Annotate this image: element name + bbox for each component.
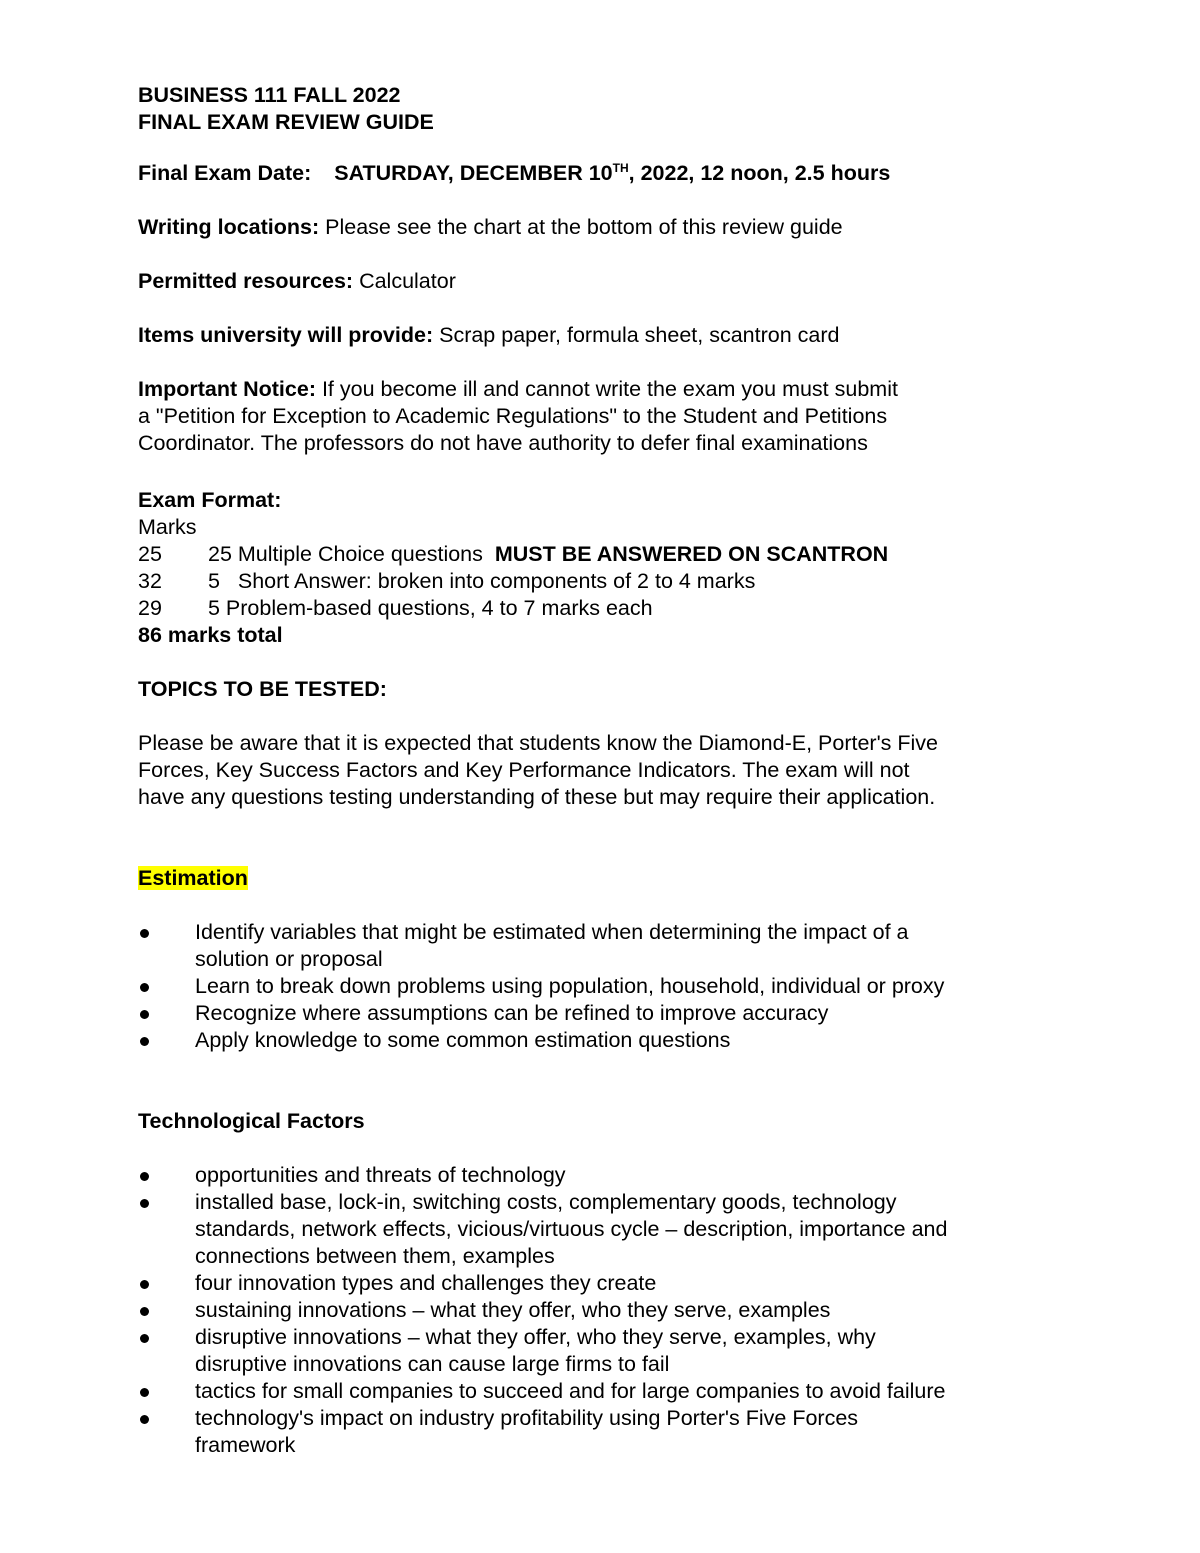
bullet-icon <box>140 1307 149 1316</box>
topics-intro-line: have any questions testing understanding of these but may require their application. <box>138 785 936 809</box>
list-item <box>138 1324 1038 1378</box>
list-item-line: Apply knowledge to some common estimation questions <box>195 1028 731 1052</box>
list-item-line: installed base, lock-in, switching costs, complementary goods, technology <box>195 1190 897 1214</box>
bullet-icon <box>140 983 149 992</box>
technological-factors-heading: Technological Factors <box>138 1109 365 1133</box>
important-notice-text-1: If you become ill and cannot write the exam you must submit <box>315 377 898 401</box>
list-item <box>138 1189 1038 1270</box>
list-item <box>138 1162 1038 1189</box>
list-item-line: solution or proposal <box>195 947 383 971</box>
bullet-icon <box>140 1334 149 1343</box>
list-item-line: Learn to break down problems using population, household, individual or proxy <box>195 974 945 998</box>
list-item <box>138 1027 1038 1054</box>
list-item-line: disruptive innovations can cause large firms to fail <box>195 1352 670 1376</box>
items-provided-text: Scrap paper, formula sheet, scantron card <box>433 323 840 347</box>
list-item-line: opportunities and threats of technology <box>195 1163 566 1187</box>
items-provided-line <box>138 322 1038 349</box>
writing-locations-text: Please see the chart at the bottom of this review guide <box>319 215 843 239</box>
items-provided-label: Items university will provide: <box>138 323 434 347</box>
list-item <box>138 1270 1038 1297</box>
list-item <box>138 1378 1038 1405</box>
list-item <box>138 1405 1038 1459</box>
important-notice-line-1 <box>138 376 1038 403</box>
estimation-heading-line <box>138 865 1038 892</box>
permitted-resources-line <box>138 268 1038 295</box>
list-item-line: framework <box>195 1433 296 1457</box>
format-row-text: 5 Problem-based questions, 4 to 7 marks each <box>208 596 653 620</box>
format-row-marks: 29 <box>138 596 162 620</box>
format-row-text: 5 Short Answer: broken into components of 2 to 4 marks <box>208 569 756 593</box>
list-item-line: sustaining innovations – what they offer, who they serve, examples <box>195 1298 831 1322</box>
writing-locations-label: Writing locations: <box>138 215 320 239</box>
document-page <box>138 82 1038 1459</box>
important-notice-line-2: a "Petition for Exception to Academic Regulations" to the Student and Petitions <box>138 404 888 428</box>
list-item-line: disruptive innovations – what they offer, who they serve, examples, why <box>195 1325 876 1349</box>
topics-intro-line: Please be aware that it is expected that students know the Diamond-E, Porter's Five <box>138 731 939 755</box>
bullet-icon <box>140 1199 149 1208</box>
technological-factors-list <box>138 1162 1038 1459</box>
estimation-list <box>138 919 1038 1054</box>
exam-date-value-suffix: , 2022, 12 noon, 2.5 hours <box>628 161 891 185</box>
important-notice-label: Important Notice: <box>138 377 316 401</box>
permitted-resources-text: Calculator <box>353 269 456 293</box>
document-title: FINAL EXAM REVIEW GUIDE <box>138 110 434 134</box>
topics-heading: TOPICS TO BE TESTED: <box>138 677 387 701</box>
topics-intro <box>138 730 1038 811</box>
list-item-line: connections between them, examples <box>195 1244 555 1268</box>
exam-date-line <box>138 160 1038 187</box>
exam-date-label: Final Exam Date: <box>138 161 312 185</box>
list-item <box>138 919 1038 973</box>
format-row-text: 25 Multiple Choice questions <box>208 542 495 566</box>
list-item-line: standards, network effects, vicious/virtuous cycle – description, importance and <box>195 1217 948 1241</box>
course-line: BUSINESS 111 FALL 2022 <box>138 83 401 107</box>
bullet-icon <box>140 1010 149 1019</box>
format-row-marks: 25 <box>138 542 162 566</box>
estimation-heading: Estimation <box>138 866 248 890</box>
exam-date-value: SATURDAY, DECEMBER 10 <box>334 161 613 185</box>
list-item-line: Recognize where assumptions can be refined to improve accuracy <box>195 1001 829 1025</box>
bullet-icon <box>140 1415 149 1424</box>
bullet-icon <box>140 1172 149 1181</box>
exam-format-heading: Exam Format: <box>138 488 282 512</box>
list-item-line: technology's impact on industry profitability using Porter's Five Forces <box>195 1406 859 1430</box>
format-row-marks: 32 <box>138 569 162 593</box>
exam-format-row <box>138 595 1038 622</box>
list-item-line: tactics for small companies to succeed and for large companies to avoid failure <box>195 1379 946 1403</box>
list-item <box>138 1000 1038 1027</box>
exam-format-rows <box>138 541 1038 622</box>
list-item <box>138 1297 1038 1324</box>
marks-total: 86 marks total <box>138 623 283 647</box>
exam-format-row <box>138 568 1038 595</box>
bullet-icon <box>140 1037 149 1046</box>
important-notice-line-3: Coordinator. The professors do not have authority to defer final examinations <box>138 431 868 455</box>
bullet-icon <box>140 1388 149 1397</box>
list-item-line: four innovation types and challenges they create <box>195 1271 657 1295</box>
list-item-line: Identify variables that might be estimated when determining the impact of a <box>195 920 909 944</box>
bullet-icon <box>140 1280 149 1289</box>
bullet-icon <box>140 929 149 938</box>
format-row-emphasis: MUST BE ANSWERED ON SCANTRON <box>494 542 889 566</box>
marks-label: Marks <box>138 515 197 539</box>
exam-format-row <box>138 541 1038 568</box>
permitted-resources-label: Permitted resources: <box>138 269 354 293</box>
writing-locations-line <box>138 214 1038 241</box>
exam-date-sup: TH <box>612 161 629 175</box>
list-item <box>138 973 1038 1000</box>
topics-intro-line: Forces, Key Success Factors and Key Performance Indicators. The exam will not <box>138 758 910 782</box>
